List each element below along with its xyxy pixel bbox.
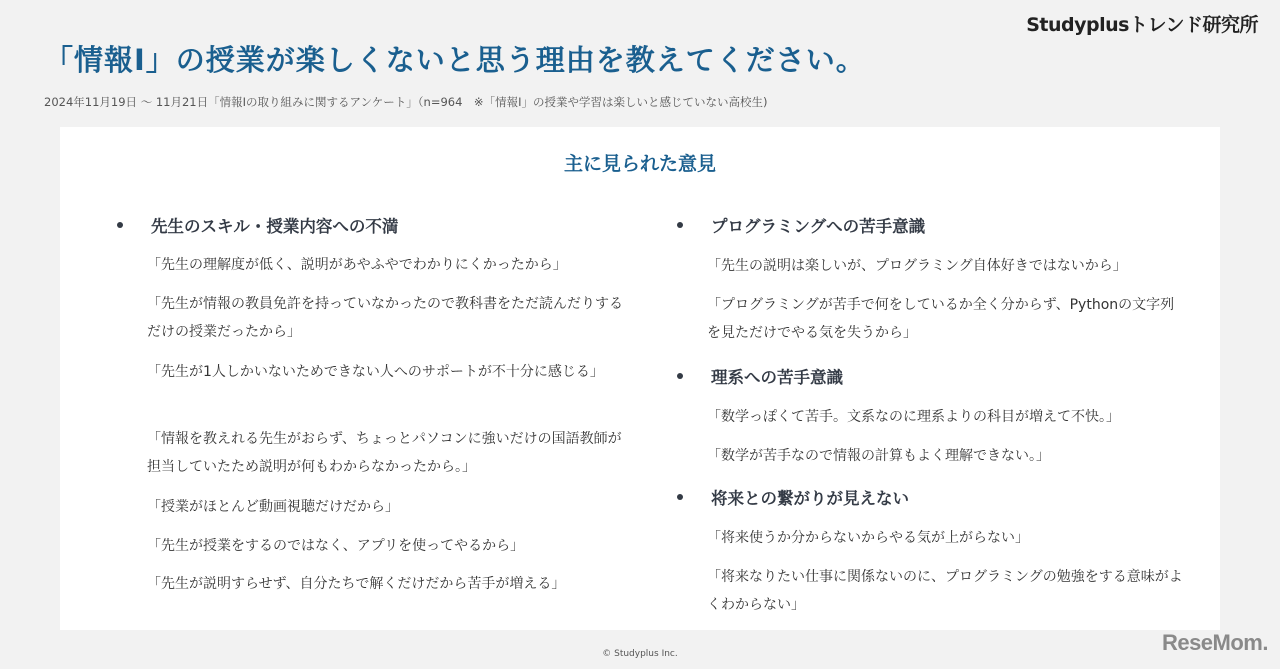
panel-title: 主に見られた意見 [563,153,716,175]
survey-subtitle: 2024年11月19日 〜 11月21日「情報Ⅰの取り組みに関するアンケート」（n=964 ※「情報Ⅰ」の授業や学習は楽しいと感じていない高校生) [44,95,768,109]
quote-item: 「先生の理解度が低く、説明があやふやでわかりにくかったから」 [147,257,567,273]
quote-item: 「先生が1人しかいないためできない人へのサポートが不十分に感じる」 [147,364,604,380]
quote-item: 「先生が授業をするのではなく、アプリを使ってやるから」 [147,538,525,554]
quote-item: 「将来使うか分からないからやる気が上がらない」 [707,530,1029,546]
quote-item: 「先生が説明すらせず、自分たちで解くだけだから苦手が増える」 [147,576,566,592]
category-label: 理系への苦手意識 [711,368,843,387]
resemom-logo: ReseMom. [1161,630,1268,655]
category-heading [115,213,398,237]
category-label: 先生のスキル・授業内容への不満 [151,217,399,236]
category-heading [675,213,925,237]
bullet-icon [677,494,683,500]
bullet-icon [677,373,683,379]
quote-item: 「数学が苦手なので情報の計算もよく理解できない。」 [707,448,1050,464]
quote-item: 「プログラミングが苦手で何をしているか全く分からず、Pythonの文字列を見ただけでやる気を失うから」 [707,297,1175,341]
bullet-icon [117,222,123,228]
quote-item: 「将来なりたい仕事に関係ないのに、プログラミングの勉強をする意味がよくわからない」 [707,569,1183,613]
quote-item: 「数学っぽくて苦手。文系なのに理系よりの科目が増えて不快。」 [707,409,1120,425]
brand-logo: Studyplusトレンド研究所 [1026,14,1258,36]
quote-item: 「先生の説明は楽しいが、プログラミング自体好きではないから」 [707,258,1127,274]
quote-item: 「先生が情報の教員免許を持っていなかったので教科書をただ読んだりするだけの授業だったから」 [147,296,623,340]
quote-item: 「情報を教えれる先生がおらず、ちょっとパソコンに強いだけの国語教師が担当していたため説明が何もわからなかったから。」 [147,431,622,475]
bullet-icon [677,222,683,228]
category-label: プログラミングへの苦手意識 [711,217,926,236]
quote-item: 「授業がほとんど動画視聴だけだから」 [147,499,399,515]
page-title: 「情報Ⅰ」の授業が楽しくないと思う理由を教えてください。 [44,43,866,77]
category-label: 将来との繋がりが見えない [711,489,909,508]
category-heading [675,364,843,388]
copyright: © Studyplus Inc. [602,649,678,659]
category-heading [675,485,909,509]
opinions-panel [60,127,1220,630]
